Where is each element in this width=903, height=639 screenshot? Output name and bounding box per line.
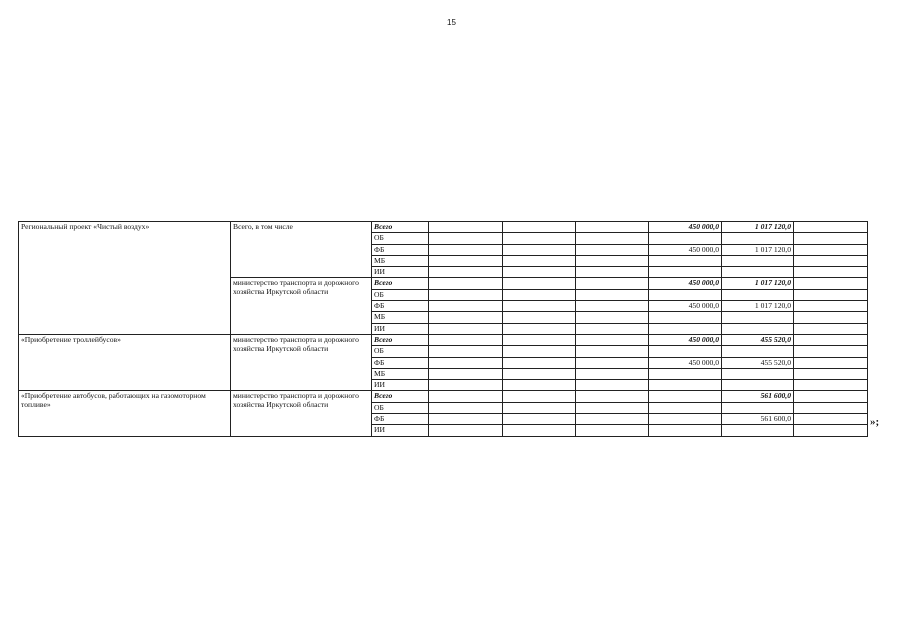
empty-value-cell [794, 380, 868, 391]
empty-value-cell [503, 233, 576, 244]
empty-value-cell [503, 346, 576, 357]
empty-value-cell [794, 414, 868, 425]
program-name-cell: «Приобретение троллейбусов» [19, 334, 231, 390]
funding-source-cell: ИИ [372, 380, 429, 391]
value-cell [722, 312, 794, 323]
funding-source-cell: ОБ [372, 346, 429, 357]
value-cell [722, 402, 794, 413]
funding-source-cell: МБ [372, 368, 429, 379]
executor-cell: Всего, в том числе [231, 222, 372, 278]
empty-value-cell [503, 244, 576, 255]
budget-table [18, 221, 868, 437]
empty-value-cell [576, 402, 649, 413]
value-cell [722, 255, 794, 266]
value-cell [649, 346, 722, 357]
empty-value-cell [503, 380, 576, 391]
executor-cell: министерство транспорта и дорожного хозяйства Иркутской области [231, 391, 372, 436]
empty-value-cell [503, 391, 576, 402]
funding-source-cell: МБ [372, 312, 429, 323]
empty-value-cell [429, 289, 503, 300]
empty-value-cell [503, 414, 576, 425]
empty-value-cell [429, 267, 503, 278]
empty-value-cell [429, 334, 503, 345]
empty-value-cell [576, 368, 649, 379]
empty-value-cell [794, 357, 868, 368]
empty-value-cell [576, 244, 649, 255]
empty-value-cell [576, 267, 649, 278]
empty-value-cell [794, 255, 868, 266]
empty-value-cell [794, 402, 868, 413]
value-cell: 1 017 120,0 [722, 301, 794, 312]
empty-value-cell [503, 222, 576, 233]
table-row [19, 391, 868, 402]
value-cell: 455 520,0 [722, 357, 794, 368]
funding-source-cell: Всего [372, 222, 429, 233]
value-cell [649, 289, 722, 300]
empty-value-cell [794, 289, 868, 300]
empty-value-cell [576, 357, 649, 368]
empty-value-cell [576, 414, 649, 425]
empty-value-cell [794, 233, 868, 244]
table-body [19, 222, 868, 437]
executor-cell: министерство транспорта и дорожного хозяйства Иркутской области [231, 334, 372, 390]
value-cell [722, 368, 794, 379]
empty-value-cell [429, 380, 503, 391]
value-cell: 450 000,0 [649, 244, 722, 255]
empty-value-cell [576, 380, 649, 391]
empty-value-cell [576, 334, 649, 345]
empty-value-cell [576, 425, 649, 436]
funding-source-cell: ИИ [372, 267, 429, 278]
funding-source-cell: ФБ [372, 301, 429, 312]
empty-value-cell [503, 368, 576, 379]
value-cell [649, 312, 722, 323]
value-cell [722, 289, 794, 300]
value-cell [649, 414, 722, 425]
empty-value-cell [503, 289, 576, 300]
value-cell: 450 000,0 [649, 357, 722, 368]
empty-value-cell [429, 368, 503, 379]
value-cell [722, 233, 794, 244]
value-cell [649, 391, 722, 402]
empty-value-cell [429, 346, 503, 357]
value-cell [722, 346, 794, 357]
funding-source-cell: ФБ [372, 414, 429, 425]
empty-value-cell [576, 323, 649, 334]
empty-value-cell [429, 323, 503, 334]
funding-source-cell: ФБ [372, 244, 429, 255]
value-cell: 1 017 120,0 [722, 222, 794, 233]
funding-source-cell: Всего [372, 391, 429, 402]
empty-value-cell [794, 334, 868, 345]
value-cell [649, 425, 722, 436]
empty-value-cell [429, 312, 503, 323]
empty-value-cell [794, 244, 868, 255]
value-cell [649, 368, 722, 379]
program-name-cell: Региональный проект «Чистый воздух» [19, 222, 231, 335]
empty-value-cell [429, 233, 503, 244]
value-cell [722, 267, 794, 278]
funding-source-cell: Всего [372, 334, 429, 345]
value-cell [722, 380, 794, 391]
empty-value-cell [794, 301, 868, 312]
value-cell [649, 267, 722, 278]
empty-value-cell [576, 289, 649, 300]
empty-value-cell [794, 323, 868, 334]
empty-value-cell [794, 346, 868, 357]
value-cell [649, 380, 722, 391]
empty-value-cell [576, 255, 649, 266]
empty-value-cell [429, 255, 503, 266]
table-row [19, 222, 868, 233]
empty-value-cell [503, 357, 576, 368]
value-cell: 1 017 120,0 [722, 244, 794, 255]
empty-value-cell [794, 278, 868, 289]
page-number: 15 [447, 18, 456, 27]
value-cell [649, 402, 722, 413]
empty-value-cell [794, 391, 868, 402]
value-cell: 561 600,0 [722, 414, 794, 425]
value-cell: 450 000,0 [649, 301, 722, 312]
empty-value-cell [503, 402, 576, 413]
empty-value-cell [576, 233, 649, 244]
empty-value-cell [576, 391, 649, 402]
value-cell: 450 000,0 [649, 222, 722, 233]
empty-value-cell [429, 357, 503, 368]
executor-cell: министерство транспорта и дорожного хозяйства Иркутской области [231, 278, 372, 334]
empty-value-cell [576, 312, 649, 323]
value-cell: 1 017 120,0 [722, 278, 794, 289]
empty-value-cell [503, 323, 576, 334]
empty-value-cell [576, 222, 649, 233]
value-cell [649, 255, 722, 266]
empty-value-cell [429, 301, 503, 312]
table-row [19, 334, 868, 345]
empty-value-cell [576, 278, 649, 289]
funding-source-cell: ИИ [372, 323, 429, 334]
funding-source-cell: МБ [372, 255, 429, 266]
empty-value-cell [794, 222, 868, 233]
funding-source-cell: ИИ [372, 425, 429, 436]
empty-value-cell [429, 391, 503, 402]
value-cell: 450 000,0 [649, 278, 722, 289]
funding-source-cell: ОБ [372, 402, 429, 413]
empty-value-cell [503, 425, 576, 436]
program-name-cell: «Приобретение автобусов, работающих на газомоторном топливе» [19, 391, 231, 436]
empty-value-cell [503, 255, 576, 266]
empty-value-cell [794, 368, 868, 379]
funding-source-cell: ОБ [372, 289, 429, 300]
empty-value-cell [794, 267, 868, 278]
value-cell [722, 323, 794, 334]
empty-value-cell [429, 278, 503, 289]
funding-source-cell: Всего [372, 278, 429, 289]
empty-value-cell [503, 278, 576, 289]
funding-source-cell: ФБ [372, 357, 429, 368]
value-cell [722, 425, 794, 436]
empty-value-cell [576, 346, 649, 357]
value-cell: 455 520,0 [722, 334, 794, 345]
value-cell: 450 000,0 [649, 334, 722, 345]
empty-value-cell [429, 222, 503, 233]
empty-value-cell [794, 312, 868, 323]
empty-value-cell [429, 402, 503, 413]
empty-value-cell [429, 414, 503, 425]
empty-value-cell [429, 244, 503, 255]
empty-value-cell [429, 425, 503, 436]
empty-value-cell [503, 267, 576, 278]
empty-value-cell [576, 301, 649, 312]
empty-value-cell [794, 425, 868, 436]
value-cell [649, 323, 722, 334]
closing-quote-mark: »; [870, 416, 880, 428]
value-cell [649, 233, 722, 244]
funding-source-cell: ОБ [372, 233, 429, 244]
value-cell: 561 600,0 [722, 391, 794, 402]
empty-value-cell [503, 312, 576, 323]
empty-value-cell [503, 301, 576, 312]
empty-value-cell [503, 334, 576, 345]
